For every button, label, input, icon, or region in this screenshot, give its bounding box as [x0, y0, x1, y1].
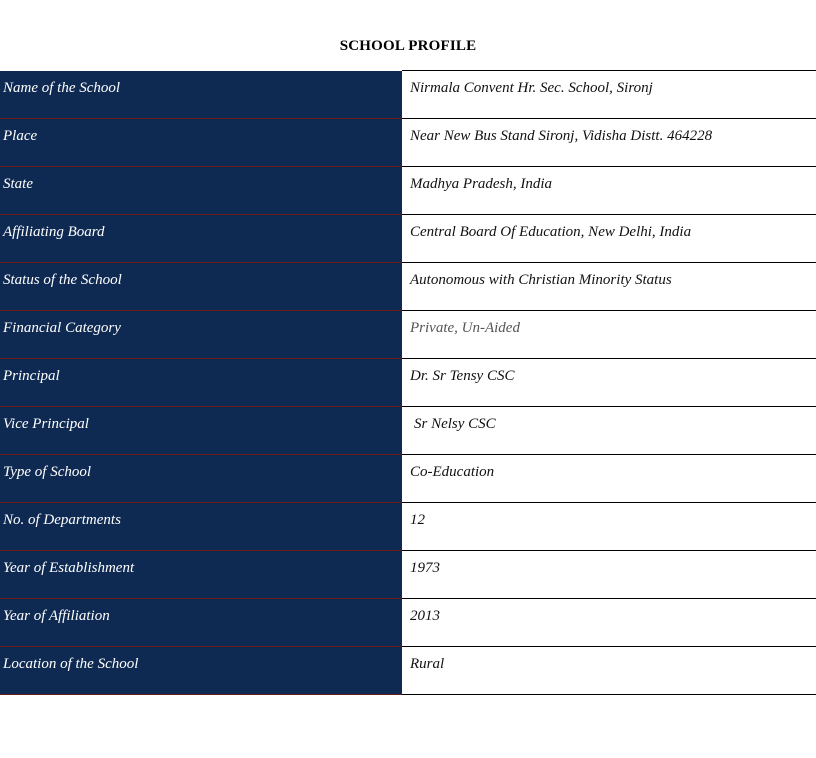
row-value: Sr Nelsy CSC [414, 416, 496, 432]
row-label-cell [0, 215, 402, 263]
row-value-cell [402, 263, 816, 311]
row-label-cell [0, 263, 402, 311]
table-row [0, 119, 816, 167]
row-label-cell [0, 359, 402, 407]
row-value: 2013 [410, 608, 440, 624]
row-value: Co-Education [410, 464, 495, 480]
row-value-cell [402, 167, 816, 215]
row-label-cell [0, 503, 402, 551]
row-value-cell [402, 359, 816, 407]
row-value: Private, Un-Aided [410, 320, 520, 336]
row-value-cell [402, 311, 816, 359]
row-value-cell [402, 647, 816, 695]
table-row [0, 311, 816, 359]
table-row [0, 599, 816, 647]
table-row [0, 263, 816, 311]
row-label-cell [0, 71, 402, 119]
table-row [0, 407, 816, 455]
row-label: Affiliating Board [3, 224, 105, 240]
school-profile-table [0, 70, 816, 695]
row-value-cell [402, 503, 816, 551]
row-label: Principal [3, 368, 60, 384]
row-value-cell [402, 599, 816, 647]
table-row [0, 647, 816, 695]
row-label-cell [0, 167, 402, 215]
row-label: No. of Departments [3, 512, 121, 528]
row-label-cell [0, 647, 402, 695]
row-label-cell [0, 407, 402, 455]
table-row [0, 455, 816, 503]
row-label: Location of the School [3, 656, 139, 672]
row-label-cell [0, 311, 402, 359]
row-value: Rural [410, 656, 445, 672]
row-value-cell [402, 551, 816, 599]
row-value: 12 [410, 512, 425, 528]
row-label-cell [0, 455, 402, 503]
row-value: 1973 [410, 560, 440, 576]
row-value-cell [402, 71, 816, 119]
row-label: Place [3, 128, 38, 144]
row-label-cell [0, 119, 402, 167]
table-row [0, 215, 816, 263]
row-value: Central Board Of Education, New Delhi, India [410, 224, 692, 240]
row-value: Autonomous with Christian Minority Status [410, 272, 672, 288]
row-value-cell [402, 407, 816, 455]
row-value: Dr. Sr Tensy CSC [410, 368, 515, 384]
page-title: SCHOOL PROFILE [339, 38, 477, 54]
table-row [0, 551, 816, 599]
row-value: Near New Bus Stand Sironj, Vidisha Distt. 464228 [410, 128, 713, 144]
table-row [0, 71, 816, 119]
table-row [0, 167, 816, 215]
row-label: Vice Principal [3, 416, 89, 432]
row-label: Type of School [3, 464, 92, 480]
row-label: Status of the School [3, 272, 122, 288]
row-value-cell [402, 215, 816, 263]
table-row [0, 359, 816, 407]
row-label: Year of Establishment [3, 560, 135, 576]
row-value: Madhya Pradesh, India [410, 176, 553, 192]
row-label: Name of the School [3, 79, 121, 96]
row-value-cell [402, 119, 816, 167]
row-label-cell [0, 551, 402, 599]
row-label-cell [0, 599, 402, 647]
row-value: Nirmala Convent Hr. Sec. School, Sironj [410, 80, 653, 96]
row-label: Financial Category [3, 320, 121, 336]
row-label: Year of Affiliation [3, 608, 110, 624]
row-value-cell [402, 455, 816, 503]
row-label: State [3, 176, 33, 192]
table-row [0, 503, 816, 551]
